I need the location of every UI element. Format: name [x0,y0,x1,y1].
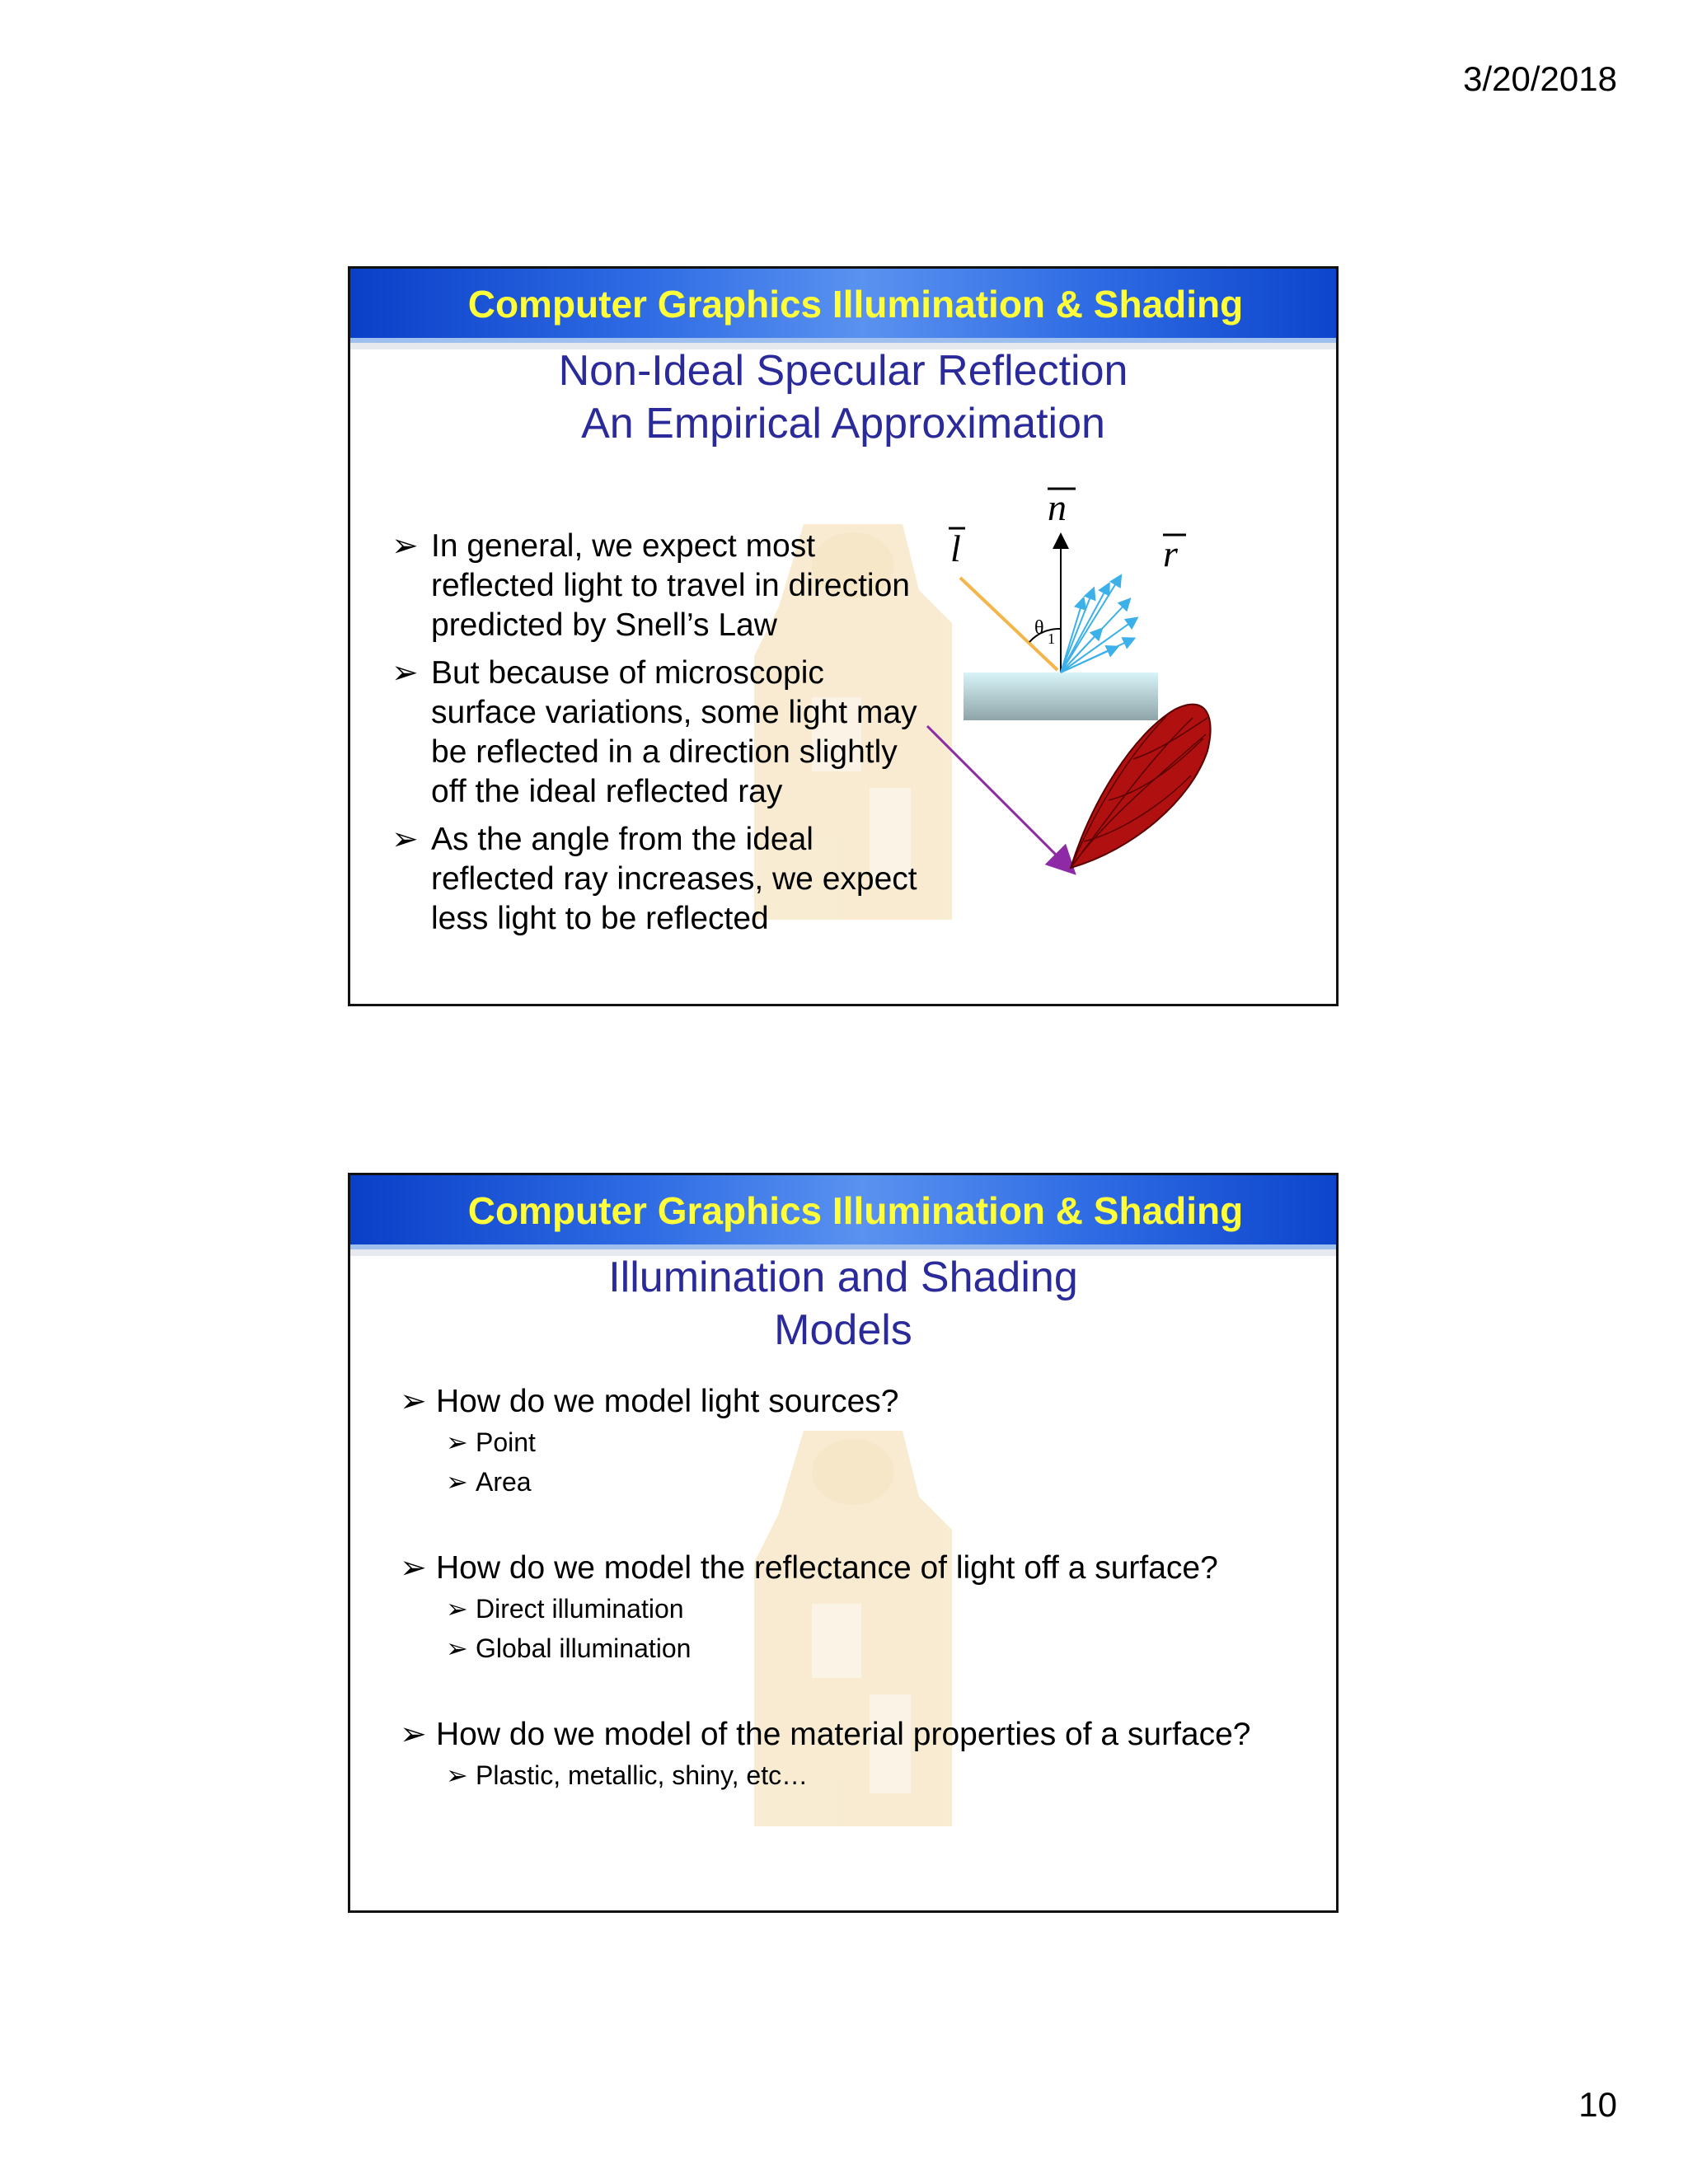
bullet-list [400,1381,1306,1795]
bullet-line: ➢ But because of microscopic [431,655,824,691]
sub-bullet: ➢ Point [446,1422,1306,1462]
slide-non-ideal-specular [348,266,1339,1006]
bullet-line: reflected ray increases, we expect [431,861,917,897]
slide-header [350,269,1336,343]
bullet-line: off the ideal reflected ray [431,774,783,809]
bullet-list [392,527,935,947]
specular-lobe [1071,705,1211,868]
bullet-line: reflected light to travel in direction [431,568,910,603]
bullet-line: ➢ In general, we expect most [431,528,816,564]
reflected-rays [1061,579,1133,673]
sub-bullet: ➢ Area [446,1462,1306,1502]
bullet-item: ➢ How do we model of the material properties of a surface? [400,1714,1306,1755]
slide-illumination-models [348,1173,1339,1913]
angle-subscript: 1 [1048,630,1055,647]
page-number: 10 [1578,2085,1617,2124]
sub-bullet: ➢ Global illumination [446,1629,1306,1668]
title-line-1: Non-Ideal Specular Reflection [558,347,1128,395]
title-line-2: Models [774,1306,912,1354]
reflect-label: r [1163,532,1178,574]
bullet-item: ➢ How do we model the reflectance of light off a surface? [400,1548,1306,1589]
header-title: Computer Graphics Illumination & Shading [467,283,1244,326]
sub-bullet: ➢ Plastic, metallic, shiny, etc… [446,1755,1306,1795]
slide-title [350,1251,1336,1357]
page-date: 3/20/2018 [1463,59,1617,98]
light-label: l [950,527,961,569]
bullet-line: ➢ As the angle from the ideal [431,822,814,857]
bullet-line: surface variations, some light may [431,695,917,730]
bullet-item [392,654,935,812]
title-line-1: Illumination and Shading [608,1254,1078,1301]
title-line-2: An Empirical Approximation [581,400,1105,448]
slide-header [350,1175,1336,1249]
bullet-item [392,820,935,939]
bullet-line: predicted by Snell’s Law [431,607,777,643]
surface-block [964,673,1158,720]
sub-bullet: ➢ Direct illumination [446,1589,1306,1629]
reflection-diagram [950,486,1331,998]
angle-label: θ [1034,617,1044,639]
bullet-line: less light to be reflected [431,901,769,936]
normal-label: n [1048,486,1067,528]
slide-title [350,344,1336,450]
header-title: Computer Graphics Illumination & Shading [467,1189,1244,1232]
bullet-item: ➢ How do we model light sources? [400,1381,1306,1422]
bullet-item [392,527,935,645]
bullet-line: be reflected in a direction slightly [431,734,898,770]
